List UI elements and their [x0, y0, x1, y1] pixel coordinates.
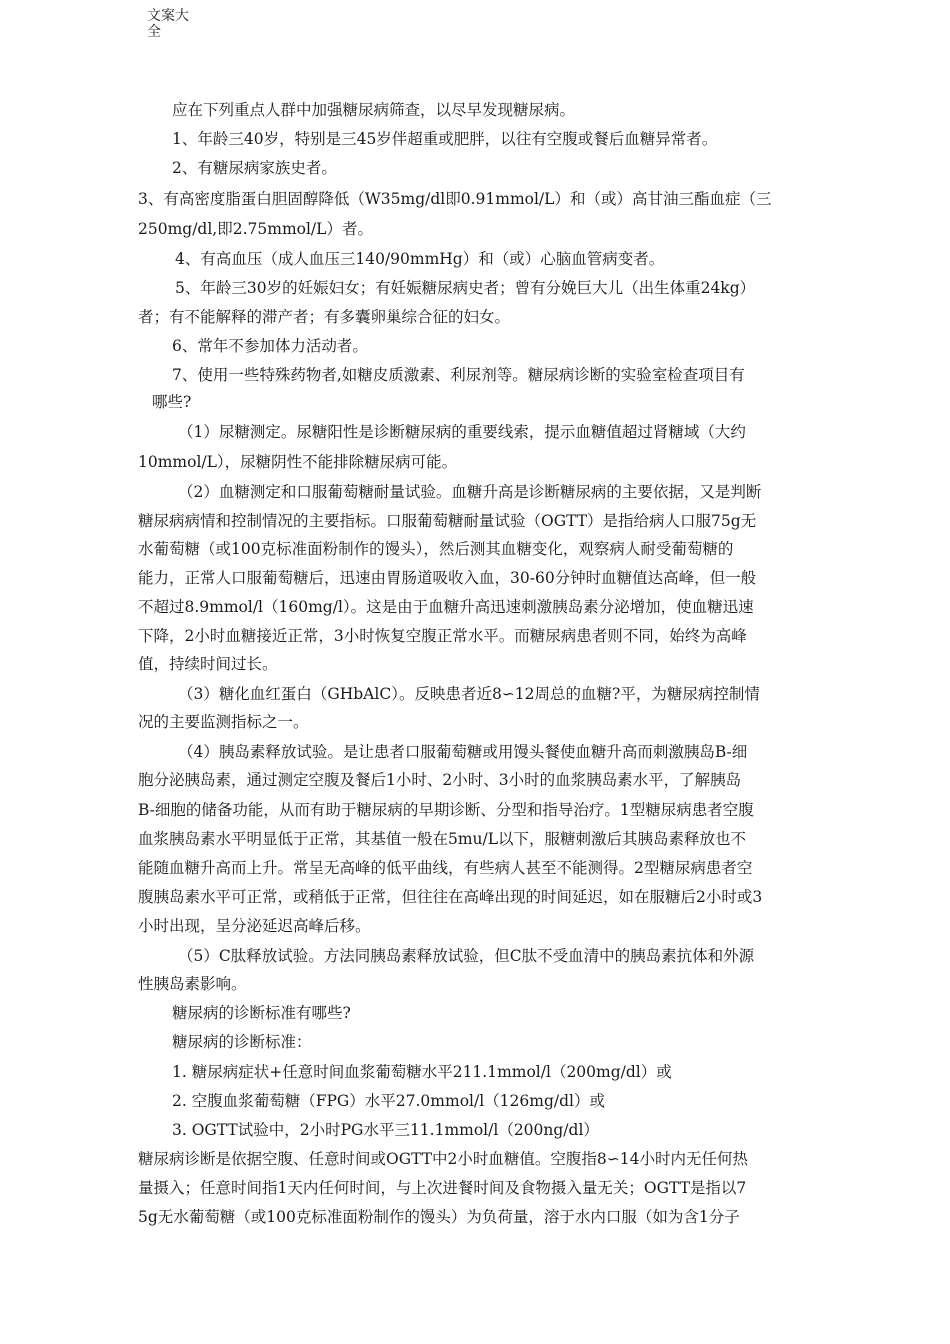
- text-line: 4、有高血压（成人血压三140/90mmHg）和（或）心脑血管病变者。: [175, 250, 665, 268]
- text-line: 糖尿病的诊断标准：: [172, 1033, 312, 1051]
- text-line: 糖尿病诊断是依据空腹、任意时间或OGTT中2小时血糖值。空腹指8∽14小时内无任何热: [138, 1150, 748, 1168]
- text-line: 能力，正常人口服葡萄糖后，迅速由胃肠道吸收入血，30-60分钟时血糖值达高峰，但一般: [138, 569, 757, 587]
- text-line: （1）尿糖测定。尿糖阳性是诊断糖尿病的重要线索，提示血糖值超过肾糖域（大约: [178, 423, 746, 441]
- text-line: 糖尿病病情和控制情况的主要指标。口服葡萄糖耐量试验（OGTT）是指给病人口服75g无: [138, 512, 757, 530]
- text-line: 应在下列重点人群中加强糖尿病筛查，以尽早发现糖尿病。: [172, 101, 576, 119]
- text-line: （4）胰岛素释放试验。是让患者口服葡萄糖或用馒头餐使血糖升高而刺激胰岛B-细: [178, 743, 748, 761]
- page-header: [147, 8, 207, 40]
- text-line: （2）血糖测定和口服葡萄糖耐量试验。血糖升高是诊断糖尿病的主要依据，又是判断: [178, 483, 762, 501]
- text-line: 3. OGTT试验中，2小时PG水平三11.1mmol/l（200ng/dl）: [172, 1121, 599, 1139]
- text-line: 小时出现，呈分泌延迟高峰后移。: [138, 917, 371, 935]
- text-line: 能随血糖升高而上升。常呈无高峰的低平曲线，有些病人甚至不能测得。2型糖尿病患者空: [138, 859, 753, 877]
- text-line: 2. 空腹血浆葡萄糖（FPG）水平27.0mmol/l（126mg/dl）或: [172, 1092, 605, 1110]
- text-line: 哪些?: [152, 393, 192, 411]
- text-line: 腹胰岛素水平可正常，或稍低于正常，但往往在高峰出现的时间延迟，如在服糖后2小时或3: [138, 888, 763, 906]
- text-line: 6、常年不参加体力活动者。: [172, 337, 368, 355]
- text-line: 7、使用一些特殊药物者,如糖皮质激素、利尿剂等。糖尿病诊断的实验室检查项目有: [172, 366, 745, 384]
- text-line: 250mg/dl,即2.75mmol/L）者。: [138, 220, 373, 238]
- text-line: 胞分泌胰岛素，通过测定空腹及餐后1小时、2小时、3小时的血浆胰岛素水平，了解胰岛: [138, 771, 742, 789]
- text-line: B-细胞的储备功能，从而有助于糖尿病的早期诊断、分型和指导治疗。1型糖尿病患者空腹: [138, 801, 754, 819]
- text-line: 水葡萄糖（或100克标准面粉制作的馒头），然后测其血糖变化，观察病人耐受葡萄糖的: [138, 540, 734, 558]
- header-line-1: 文案大: [147, 8, 189, 24]
- text-line: 5、年龄三30岁的妊娠妇女；有妊娠糖尿病史者；曾有分娩巨大儿（出生体重24kg）: [175, 279, 756, 297]
- text-line: 值，持续时间过长。: [138, 655, 278, 673]
- text-line: （5）C肽释放试验。方法同胰岛素释放试验，但C肽不受血清中的胰岛素抗体和外源: [178, 947, 755, 965]
- text-line: 量摄入；任意时间指1天内任何时间，与上次进餐时间及食物摄入量无关；OGTT是指以7: [138, 1179, 747, 1197]
- text-line: （3）糖化血红蛋白（GHbAlC）。反映患者近8∽12周总的血糖?平，为糖尿病控制情: [178, 685, 760, 703]
- text-line: 5g无水葡萄糖（或100克标准面粉制作的馒头）为负荷量，溶于水内口服（如为含1分子: [138, 1208, 740, 1226]
- text-line: 者；有不能解释的滞产者；有多囊卵巢综合征的妇女。: [138, 308, 511, 326]
- text-line: 况的主要监测指标之一。: [138, 713, 309, 731]
- text-line: 1、年龄三40岁，特别是三45岁伴超重或肥胖，以往有空腹或餐后血糖异常者。: [172, 130, 718, 148]
- text-line: 不超过8.9mmol/l（160mg/l）。这是由于血糖升高迅速刺激胰岛素分泌增加，使血糖迅速: [138, 598, 754, 616]
- text-line: 糖尿病的诊断标准有哪些?: [172, 1004, 351, 1022]
- text-line: 血浆胰岛素水平明显低于正常，其基值一般在5mu/L以下，服糖刺激后其胰岛素释放也不: [138, 830, 747, 848]
- text-line: 1. 糖尿病症状+任意时间血浆葡萄糖水平211.1mmol/l（200mg/dl）或: [172, 1063, 672, 1081]
- text-line: 3、有高密度脂蛋白胆固醇降低（W35mg/dl即0.91mmol/L）和（或）高甘油三酯血症（三: [138, 190, 772, 208]
- header-line-2: 全: [147, 24, 161, 40]
- text-line: 性胰岛素影响。: [138, 975, 247, 993]
- text-line: 10mmol/L），尿糖阴性不能排除糖尿病可能。: [138, 453, 458, 471]
- text-line: 2、有糖尿病家族史者。: [172, 159, 337, 177]
- text-line: 下降，2小时血糖接近正常，3小时恢复空腹正常水平。而糖尿病患者则不同，始终为高峰: [138, 627, 747, 645]
